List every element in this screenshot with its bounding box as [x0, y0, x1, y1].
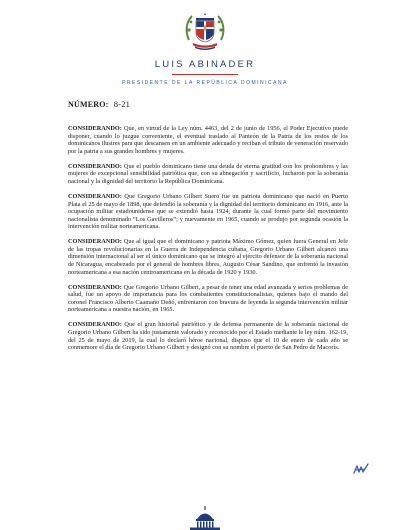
considerando-paragraph-5	[68, 284, 348, 314]
considerando-lead: CONSIDERANDO:	[68, 283, 122, 291]
considerando-text: Que Gregorio Urbano Gilbert, a pesar de tener una edad avanzada y serios problemas de salud, fue un apoyo de importancia para los combatientes constitucionalistas, quienes bajo el mando del coronel Francisco Alberto Caamaño Deñó, enfrentaron con bravura de leyenda la segunda intervención militar norteamericana a nuestra nación, en 1965.	[68, 283, 348, 314]
considerando-paragraph-1	[68, 125, 348, 155]
considerando-text: Que el pueblo dominicano tiene una deuda de eterna gratitud con los prohombres y las mujeres de excepcional sensibilidad patriótica que, con su abnegación y sacrificio, lucharon por la soberanía nacional y la dignidad del territorio la República Dominicana.	[68, 162, 348, 185]
coat-of-arms-icon	[183, 10, 227, 52]
considerando-paragraph-6	[68, 321, 348, 351]
presidential-header-subtitle: PRESIDENTE DE LA REPÚBLICA DOMINICANA	[122, 80, 288, 86]
considerando-lead: CONSIDERANDO:	[68, 162, 122, 170]
presidential-header-name: LUIS ABINADER	[154, 59, 256, 70]
considerando-lead: CONSIDERANDO:	[68, 193, 122, 201]
decree-number-label: NÚMERO:	[68, 100, 109, 109]
considerando-paragraph-4	[68, 238, 348, 276]
decree-number	[68, 99, 130, 109]
considerando-paragraph-2	[68, 163, 348, 186]
considerando-lead: CONSIDERANDO:	[68, 125, 122, 132]
national-palace-icon	[188, 505, 222, 530]
considerando-paragraph-3	[68, 193, 348, 231]
decree-number-value: 8-21	[113, 99, 131, 109]
signature-initials-icon	[353, 463, 369, 476]
considerando-text: Que al igual que el dominicano y patriota Máximo Gómez, quien fuera General en Jefe de las tropas revolucionarias en la Guerra de Independencia cubana, Gregorio Urbano Gilbert alcanzó una dimensión internacional al ser el único dominicano que se integró al ejército defensor de la soberanía nacional de Nicaragua, encabezado por el general de hombres libres, Augusto César Sandino, que enfrentó la invasión norteamericana a esa nación centroamericana en la década de 1920 y 1930.	[68, 238, 348, 276]
considerando-text: Que, en virtud de la Ley núm. 4463, del 2 de junio de 1956, el Poder Ejecutivo puede disponer, cuando lo juzgue conveniente, el eventual traslado al Panteón de la Patria de los restos de los dominicanos ilustres para que descansen en un ambiente adecuado y reciban el tributo de veneración reservado por la patria a sus grandes hombres y mujeres.	[68, 125, 348, 155]
considerando-lead: CONSIDERANDO:	[68, 321, 122, 329]
considerando-text: Que Gregorio Urbano Gilbert Suero fue un patriota dominicano que nació en Puerto Plata el 25 de mayo de 1898, que defendió la soberanía y la dignidad del territorio dominicano en 1916, ante la ocupación militar estadounidense que se extendió hasta 1924, durante la cual formó parte del movimiento nacionalista denominado “Los Gavilleros”; y nuevamente en 1965, cuando se produjo por segunda ocasión la intervención militar norteamericana.	[68, 193, 348, 231]
decree-body	[68, 125, 348, 359]
considerando-text: Que el gran historial patriótico y de defensa permanente de la soberanía nacional de Gregorio Urbano Gilbert ha sido justamente valorado y reconocido por el Estado mediante le ley núm. 162-19, del 25 de mayo de 2019, la cual lo declaró héroe nacional, dispuso que el 10 de enero de cada año se conmemore el día de Gregorio Urbano Gilbert y designó con su nombre el puerto de San Pedro de Macorís.	[68, 321, 348, 352]
header-divider	[172, 74, 238, 75]
considerando-lead: CONSIDERANDO:	[68, 238, 122, 246]
